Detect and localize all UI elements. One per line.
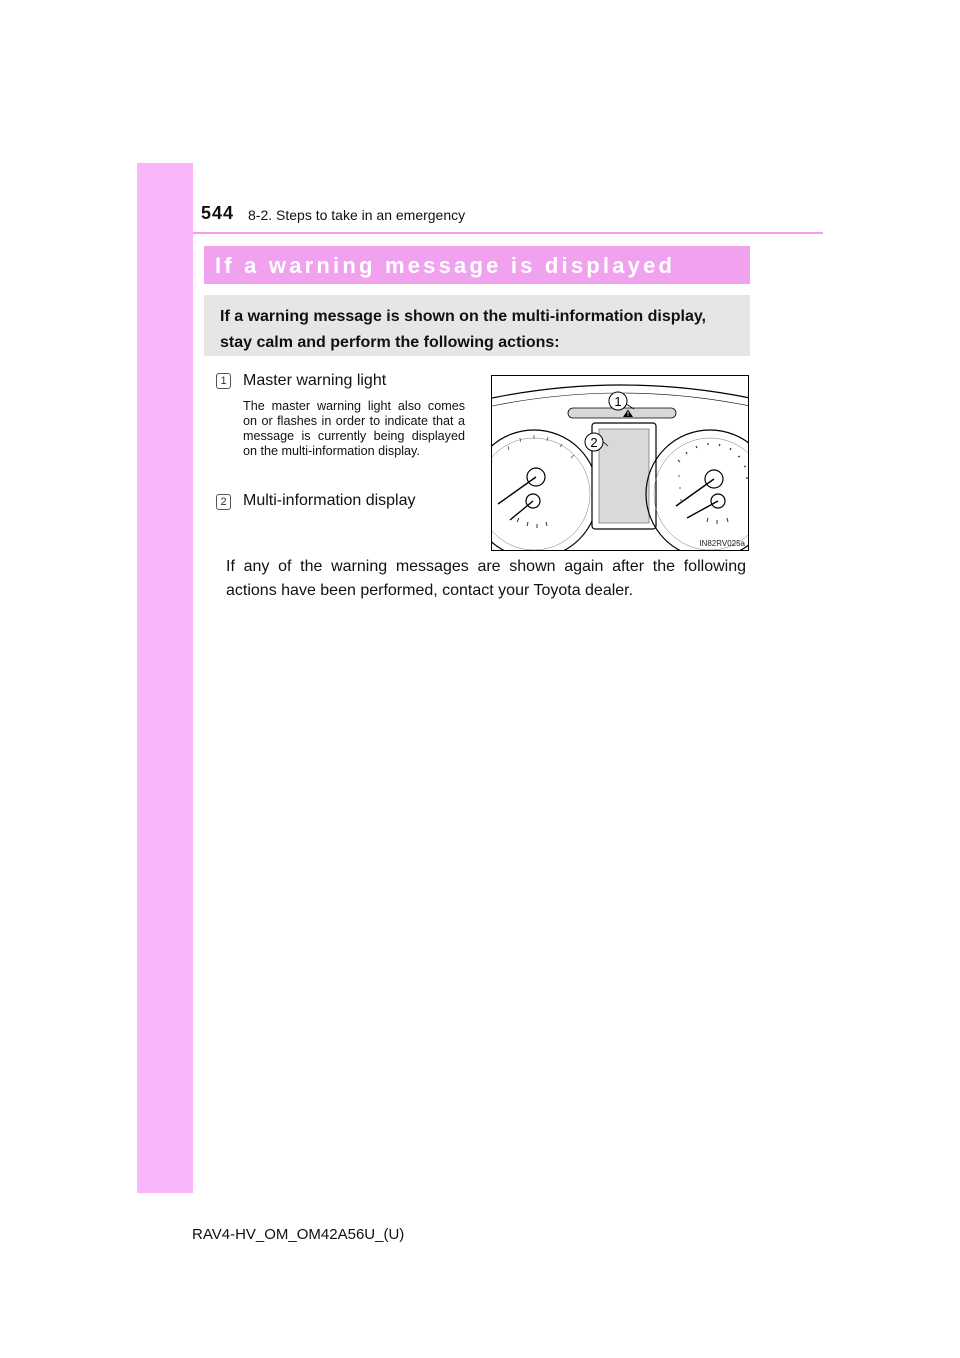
header-rule xyxy=(193,232,823,234)
page-number: 544 xyxy=(201,203,235,223)
intro-box xyxy=(204,295,750,356)
intro-text: If a warning message is shown on the multi-information display, stay calm and perform the following actions: xyxy=(220,308,706,351)
instrument-cluster-illustration xyxy=(492,376,749,551)
footer-document-code: RAV4-HV_OM_OM42A56U_(U) xyxy=(192,1226,405,1243)
item-2-title: Multi-information display xyxy=(243,492,416,509)
item-1-title: Master warning light xyxy=(243,372,387,389)
figure-callout-2: 2 xyxy=(590,435,598,450)
body-paragraph: If any of the warning messages are shown again after the following actions have been performed, contact your Toyota dealer. xyxy=(226,558,746,599)
page-title: If a warning message is displayed xyxy=(215,253,676,278)
item-1-description: The master warning light also comes on or flashes in order to indicate that a message is currently being displayed on the multi-information display. xyxy=(243,399,465,458)
instrument-cluster-figure xyxy=(491,375,749,551)
right-gauge xyxy=(646,430,749,551)
left-gauge xyxy=(492,430,598,551)
section-label: 8-2. Steps to take in an emergency xyxy=(248,207,466,223)
item-1-badge: 1 xyxy=(216,373,231,389)
item-2-badge: 2 xyxy=(216,494,231,510)
title-bar xyxy=(204,246,750,284)
side-tab-band xyxy=(137,163,193,1193)
figure-callout-1: 1 xyxy=(614,394,622,409)
figure-code: IN82RV025a xyxy=(699,539,745,548)
